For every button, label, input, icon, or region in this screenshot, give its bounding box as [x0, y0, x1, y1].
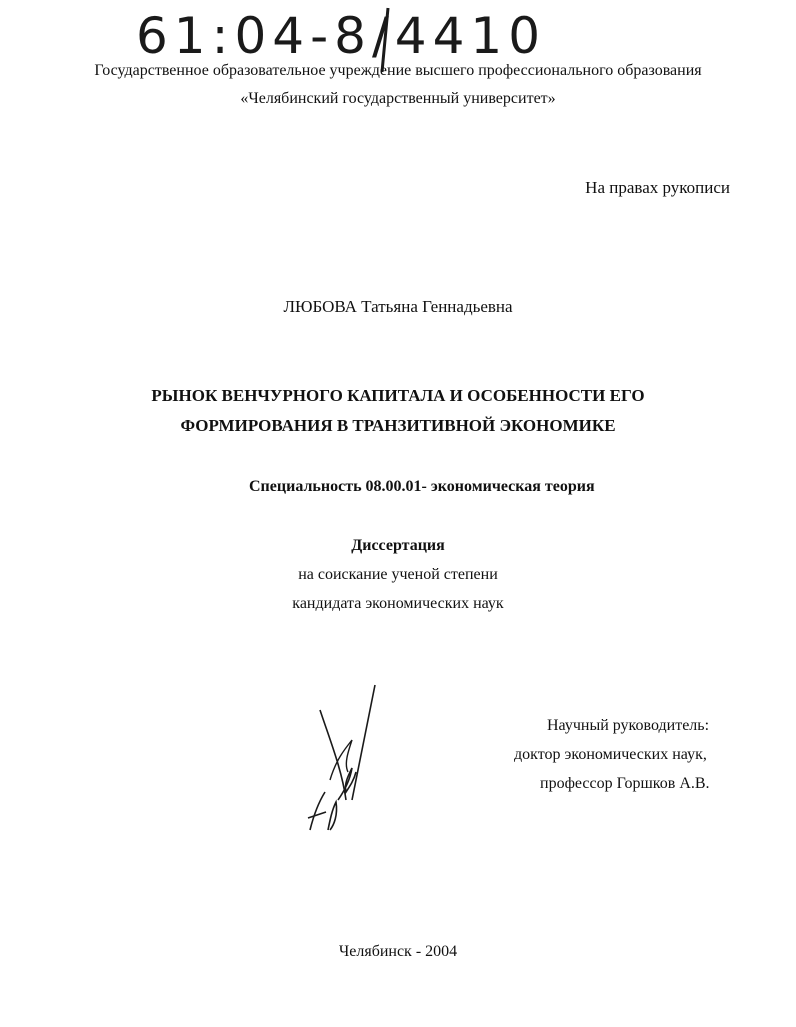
specialty: Специальность 08.00.01- экономическая теория	[249, 478, 595, 495]
supervisor-name: профессор Горшков А.В.	[540, 775, 710, 792]
handwritten-catalog-number: 61:04-8/4410	[136, 7, 547, 65]
title-line-2: ФОРМИРОВАНИЯ В ТРАНЗИТИВНОЙ ЭКОНОМИКЕ	[180, 416, 616, 435]
title-line-1: РЫНОК ВЕНЧУРНОГО КАПИТАЛА И ОСОБЕННОСТИ ЕГО	[151, 386, 645, 405]
signature-icon	[290, 680, 400, 860]
author-name: ЛЮБОВА Татьяна Геннадьевна	[283, 297, 513, 316]
supervisor-degree: доктор экономических наук,	[514, 746, 707, 763]
degree-line-2: кандидата экономических наук	[292, 595, 504, 612]
dissertation-label: Диссертация	[351, 537, 445, 554]
degree-line-1: на соискание ученой степени	[298, 566, 498, 583]
institution-name: Государственное образовательное учреждение высшего профессионального образования	[94, 62, 702, 79]
supervisor-label: Научный руководитель:	[547, 717, 710, 734]
university-name: «Челябинский государственный университет»	[240, 90, 556, 107]
city-year: Челябинск - 2004	[338, 943, 458, 960]
rights-notice: На правах рукописи	[585, 178, 730, 197]
